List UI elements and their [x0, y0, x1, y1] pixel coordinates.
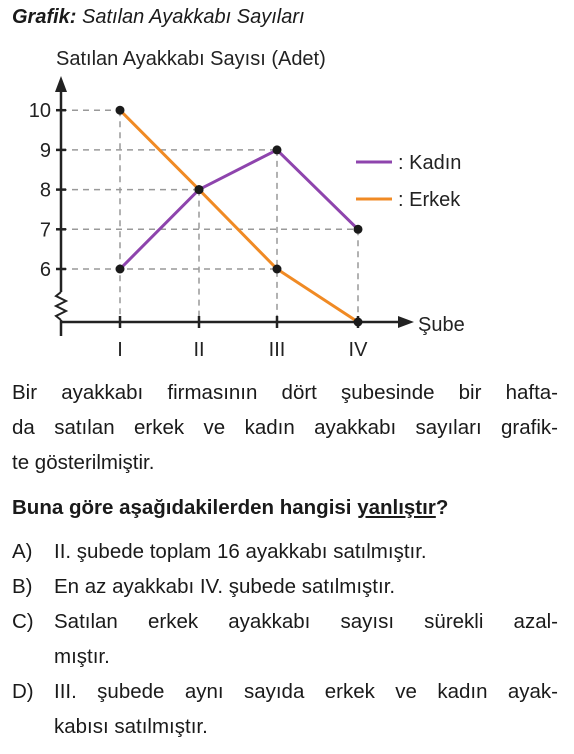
- x-tick-label: IV: [348, 339, 368, 361]
- option-text: Satılan erkek ayakkabı sayısı sürekli azal-: [54, 610, 558, 633]
- caption-label: Grafik:: [12, 6, 77, 28]
- legend-label-kadın: : Kadın: [398, 152, 462, 174]
- series-line-kadın: [120, 150, 358, 269]
- question-stem: [12, 490, 558, 525]
- x-tick-label: II: [193, 339, 205, 361]
- data-point-kadın: [273, 145, 282, 154]
- option-text: mıştır.: [54, 645, 110, 668]
- y-tick-label: 7: [39, 219, 51, 242]
- line-chart: [0, 0, 574, 370]
- data-point-erkek: [116, 106, 125, 115]
- data-point-erkek: [354, 318, 363, 327]
- y-tick-label: 8: [39, 179, 51, 202]
- intro-line: Bir ayakkabı firmasının dört şubesinde bir hafta-: [12, 381, 558, 404]
- option-d[interactable]: [12, 674, 558, 744]
- question-intro: [12, 375, 558, 480]
- data-point-erkek: [273, 265, 282, 274]
- option-letter: B): [12, 575, 33, 598]
- intro-line: te gösterilmiştir.: [12, 451, 155, 474]
- option-b[interactable]: [12, 569, 558, 604]
- x-tick-label: III: [268, 339, 286, 361]
- y-axis-arrow: [55, 76, 67, 92]
- data-point-kadın: [354, 225, 363, 234]
- x-axis-arrow: [398, 316, 414, 328]
- option-text: En az ayakkabı IV. şubede satılmıştır.: [54, 575, 396, 598]
- stem-end: ?: [435, 496, 449, 519]
- y-tick-label: 10: [28, 100, 51, 123]
- stem-emphasis: yanlıştır: [357, 496, 436, 519]
- y-tick-label: 6: [39, 259, 51, 281]
- option-text: II. şubede toplam 16 ayakkabı satılmıştır.: [54, 540, 427, 563]
- answer-options: [12, 534, 558, 744]
- x-tick-label: I: [117, 339, 123, 361]
- x-axis-title: Şube: [418, 314, 465, 336]
- option-text: III. şubede aynı sayıda erkek ve kadın ayak-: [54, 680, 558, 703]
- stem-text: Buna göre aşağıdakilerden hangisi: [12, 496, 358, 519]
- caption-title: Satılan Ayakkabı Sayıları: [82, 6, 305, 28]
- y-tick-label: 9: [39, 139, 51, 162]
- option-c[interactable]: [12, 604, 558, 674]
- intro-line: da satılan erkek ve kadın ayakkabı sayıları grafik-: [12, 416, 558, 439]
- option-letter: A): [12, 540, 33, 563]
- option-letter: C): [12, 610, 34, 633]
- y-axis-title: Satılan Ayakkabı Sayısı (Adet): [56, 48, 326, 70]
- data-point-kadın: [116, 265, 125, 274]
- option-a[interactable]: [12, 534, 558, 569]
- option-text: kabısı satılmıştır.: [54, 715, 208, 738]
- series-line-erkek: [120, 110, 358, 322]
- y-axis-break: [56, 292, 66, 320]
- legend-label-erkek: : Erkek: [398, 189, 461, 211]
- data-point-erkek: [195, 185, 204, 194]
- option-letter: D): [12, 680, 34, 703]
